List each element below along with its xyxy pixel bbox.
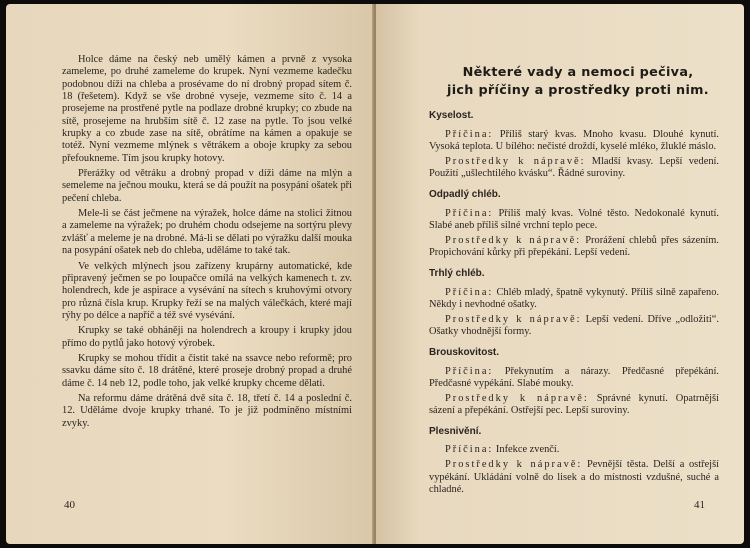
remedy-label: Prostředky k nápravě: [445, 313, 582, 325]
remedy-text: Mladší kvasy. Lepší vedení. Použití „ušlechtilého kvásku“. Řádné suroviny. [429, 155, 720, 180]
cause-label: Příčina: [445, 128, 494, 140]
book-spread [6, 4, 744, 544]
section-heading: Plesnivění. [429, 425, 482, 437]
page-number-left: 40 [64, 499, 75, 511]
remedy-paragraph [429, 459, 719, 497]
paragraph: Na reformu dáme drátěná dvě síta č. 18, třetí č. 14 a poslední č. 12. Uděláme dvoje krupky trhané. To je již podmíněno místními zvyky. [62, 392, 352, 429]
cause-text: Infekce zvenčí. [493, 444, 560, 456]
section-trhly-chleb [429, 268, 719, 339]
left-page-text [62, 54, 352, 433]
remedy-label: Prostředky k nápravě: [445, 392, 589, 404]
cause-text: Překynutím a nárazy. Předčasné přepékání. Předčasné vypékání. Slabé mouky. [429, 365, 719, 390]
remedy-text: Lepší vedení. Dříve „odložiti“. Ošatky vhodnější formy. [429, 313, 719, 338]
cause-paragraph [429, 129, 719, 154]
cause-text: Chléb mladý, špatně vykynutý. Příliš silně zapařeno. Někdy i nevhodné ošatky. [429, 286, 719, 311]
cause-paragraph [429, 366, 719, 391]
page-number-right: 41 [694, 499, 705, 511]
cause-paragraph [429, 287, 719, 312]
section-kyselost [429, 110, 719, 181]
right-page-text [429, 64, 719, 505]
cause-paragraph [429, 208, 719, 233]
cause-text: Příliš starý kvas. Mnoho kvasu. Dlouhé kynutí. Vysoká teplota. U bílého: nečisté droždí, kyselé mléko, žluklé máslo. [429, 128, 719, 153]
remedy-text: Prorážení chlebů přes sázením. Propichování kůrky při přepékání. Lepší vedení. [429, 234, 719, 259]
section-brouskovitost [429, 347, 719, 418]
right-page [376, 4, 744, 544]
chapter-title [437, 64, 719, 100]
paragraph: Ve velkých mlýnech jsou zařízeny krupárny automatické, kde připravený ječmen se po loupačce omílá na velkých kamenech t. zv. holendrech, kde je aspirace a vysévání na sítech s kruhovými otvory pro různá čísla krup. Krupky řeží se na malých válečkách, které mají rýhy po délce a napříč a též své vysévání. [62, 260, 352, 321]
cause-label: Příčina: [445, 444, 494, 456]
paragraph: Krupky se také obháněji na holendrech a kroupy i krupky jdou přímo do pytlů jako hotový výrobek. [62, 325, 352, 349]
section-heading: Trhlý chléb. [429, 267, 485, 279]
section-odpadly-chleb [429, 189, 719, 260]
section-heading: Odpadlý chléb. [429, 188, 501, 200]
cause-label: Příčina: [445, 207, 494, 219]
left-page [6, 4, 374, 544]
paragraph: Holce dáme na český neb umělý kámen a prvně z vysoka zameleme, po druhé zameleme do krupek. Nyní vezmeme kadečku podobnou díži na chleba a prosévame do ní drobný propad sítem č. 18 (řešetem). Když se vše drobné vyseje, vezmeme síto č. 14 a prosejeme na prostřené pytle na podlaze drobné krupky; co zbude na sítě, prosejeme na hrubším sítě č. 12 zase na pytle. To jsou velké krupky a co zbude zase na sítě, obrátíme na kámen a opakuje se totéž. Nyní vezmeme mlýnek s větrákem a oboje krupky za sebou přefoukneme. Tím jsou krupky hotovy. [62, 54, 352, 164]
section-heading: Brouskovitost. [429, 346, 500, 358]
section-heading: Kyselost. [429, 110, 474, 121]
cause-text: Příliš malý kvas. Volné těsto. Nedokonalé kynutí. Slabé aneb příliš silné vrchní teplo pece. [429, 207, 719, 232]
section-plesniveni [429, 426, 719, 497]
remedy-label: Prostředky k nápravě: [445, 155, 586, 167]
title-line-1: Některé vady a nemoci pečiva, [462, 65, 694, 80]
paragraph: Krupky se mohou třídit a čistit také na ssavce nebo reformě; pro ssavku dáme síto č. 18 drátěné, které proseje drobný propad a druhé dáme č. 14 neb 12, podle toho, jak velké krupky chceme dělati. [62, 352, 352, 389]
cause-label: Příčina: [445, 286, 494, 298]
remedy-text: Správné kynutí. Opatrnější sázení a přepékání. Ostřejší pec. Lepší suroviny. [429, 392, 719, 417]
paragraph: Mele-li se část ječmene na výražek, holce dáme na stolici žitnou a zameleme na výražek; po druhém chodu odsejeme na sortýru plevy zvlášť a meleme je na drobné. Má-li se dělati po výražku další mouka na posypání ošatek neb do chleba, uděláme to také tak. [62, 208, 352, 257]
remedy-paragraph [429, 393, 719, 418]
title-line-2: jich příčiny a prostředky proti nim. [447, 83, 709, 98]
cause-paragraph [429, 444, 719, 457]
remedy-text: Pevnější těsta. Delší a ostřejší vypékání. Ukládání volně do lisek a do místnosti vzdušné, suché a chladné. [429, 459, 720, 496]
cause-label: Příčina: [445, 365, 494, 377]
remedy-paragraph [429, 235, 719, 260]
remedy-paragraph [429, 156, 719, 181]
remedy-label: Prostředky k nápravě: [445, 234, 582, 246]
remedy-paragraph [429, 314, 719, 339]
remedy-label: Prostředky k nápravě: [445, 459, 583, 471]
paragraph: Přerážky od větráku a drobný propad v díži dáme na mlýn a semeleme na ječnou mouku, která se dá použít na posypání ošatek při pečení chleba. [62, 168, 352, 204]
